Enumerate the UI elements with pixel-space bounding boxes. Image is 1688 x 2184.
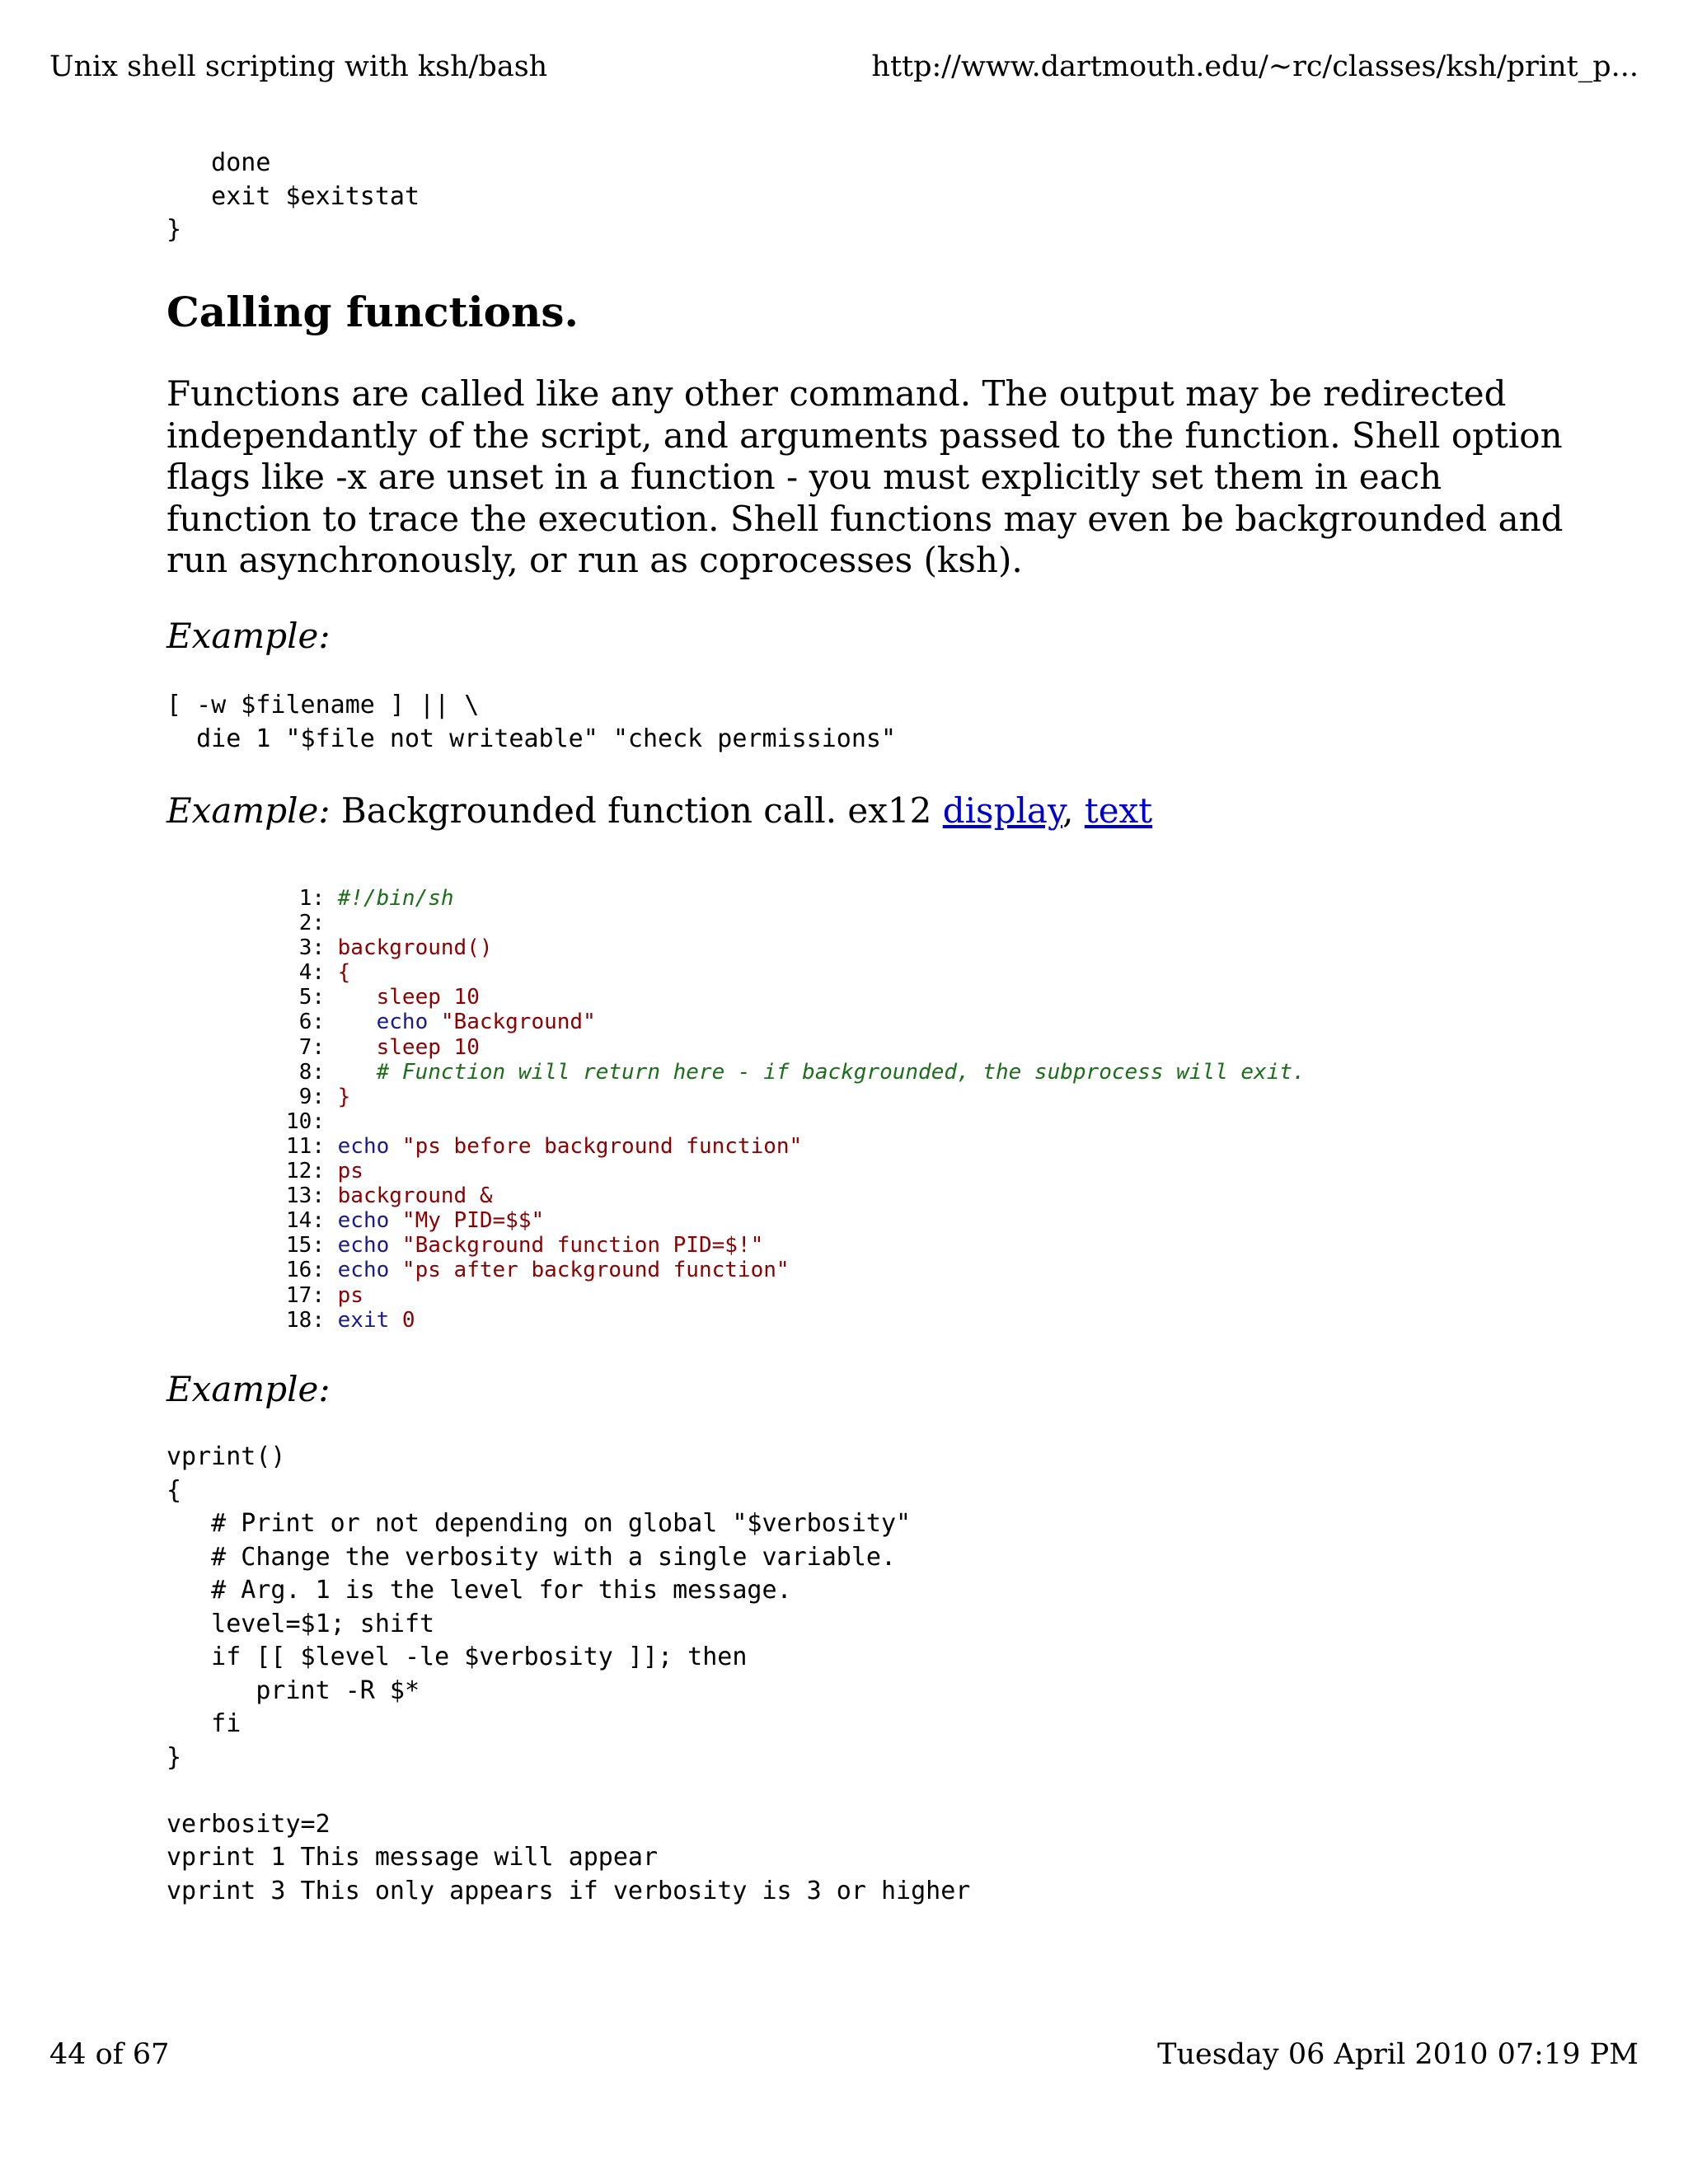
link-separator: , bbox=[1062, 790, 1085, 831]
line-number: 9: bbox=[298, 1084, 325, 1109]
text-link[interactable]: text bbox=[1084, 790, 1153, 831]
code-line bbox=[275, 886, 1306, 911]
code-line bbox=[275, 1060, 1306, 1085]
code-line bbox=[275, 1183, 1306, 1208]
display-link[interactable]: display bbox=[942, 790, 1063, 831]
code-token: ps bbox=[337, 1282, 363, 1308]
section-heading: Calling functions. bbox=[166, 288, 579, 336]
code-line bbox=[275, 911, 1306, 935]
code-token: "Background" bbox=[428, 1010, 596, 1035]
line-number: 13: bbox=[286, 1183, 325, 1209]
line-number: 17: bbox=[286, 1282, 325, 1308]
code-line bbox=[275, 1010, 1306, 1034]
code-token: echo bbox=[337, 1208, 390, 1234]
code-token: exit bbox=[337, 1307, 390, 1333]
code-token: echo bbox=[337, 1133, 390, 1159]
code-token: sleep 10 bbox=[337, 985, 480, 1010]
code-line bbox=[275, 935, 1306, 960]
code-line bbox=[275, 1308, 1306, 1333]
code-token: echo bbox=[337, 1233, 390, 1258]
line-number: 18: bbox=[286, 1307, 325, 1333]
code-token: { bbox=[337, 960, 351, 986]
code-line bbox=[275, 960, 1306, 985]
line-number: 14: bbox=[286, 1208, 325, 1234]
code-listing-ex12 bbox=[275, 886, 1306, 1333]
code-token: 0 bbox=[389, 1307, 415, 1333]
code-token: # Function will return here - if backgrounded, the subprocess will exit. bbox=[337, 1059, 1306, 1085]
code-line bbox=[275, 1283, 1306, 1308]
line-number: 10: bbox=[286, 1108, 325, 1134]
code-line bbox=[275, 1085, 1306, 1109]
code-line bbox=[275, 1035, 1306, 1060]
example-label-1 bbox=[166, 613, 331, 659]
code-token: echo bbox=[337, 1258, 390, 1283]
code-block-example-3: vprint() { # Print or not depending on global "$verbosity" # Change the verbosity with a single variable. # Arg. 1 is the level for this message. level=$1; shift if [[ $level -le $verbosity ]]; then print -R $* fi } verbosity=2 vprint 1 This message will appear vprint 3 This only appears if verbosity is 3 or higher bbox=[166, 1442, 971, 1905]
page-header-url: http://www.dartmouth.edu/~rc/classes/ksh/print_p... bbox=[871, 50, 1639, 83]
section-paragraph: Functions are called like any other command. The output may be redirected independantly of the script, and arguments passed to the function. Shell option flags like -x are unset in a function - you must explicitly set them in each function to trace the execution. Shell functions may even be backgrounded and run asynchronously, or run as coprocesses (ksh). bbox=[166, 373, 1564, 580]
code-token: "Background function PID=$!" bbox=[389, 1233, 764, 1258]
code-token: background() bbox=[337, 935, 493, 961]
example-label-text: Example: bbox=[166, 790, 331, 831]
code-token: } bbox=[337, 1084, 351, 1109]
code-token: "ps after background function" bbox=[389, 1258, 790, 1283]
line-number: 15: bbox=[286, 1233, 325, 1258]
line-number: 2: bbox=[298, 911, 325, 936]
code-line bbox=[275, 1233, 1306, 1258]
line-number: 11: bbox=[286, 1133, 325, 1159]
code-token: ps bbox=[337, 1159, 363, 1184]
code-token: "ps before background function" bbox=[389, 1133, 803, 1159]
page-footer-number: 44 of 67 bbox=[49, 2038, 170, 2071]
line-number: 8: bbox=[298, 1059, 325, 1085]
line-number: 1: bbox=[298, 886, 325, 911]
line-number: 12: bbox=[286, 1159, 325, 1184]
code-line bbox=[275, 1159, 1306, 1183]
code-block-example-1: [ -w $filename ] || \ die 1 "$file not writeable" "check permissions" bbox=[166, 691, 897, 753]
line-number: 7: bbox=[298, 1034, 325, 1060]
code-token: "My PID=$$" bbox=[389, 1208, 545, 1234]
line-number: 6: bbox=[298, 1010, 325, 1035]
example-label-text: Example: bbox=[166, 1369, 331, 1409]
code-line bbox=[275, 985, 1306, 1010]
code-line bbox=[275, 1109, 1306, 1134]
line-number: 3: bbox=[298, 935, 325, 961]
line-number: 5: bbox=[298, 985, 325, 1010]
line-number: 16: bbox=[286, 1258, 325, 1283]
code-token: sleep 10 bbox=[337, 1034, 480, 1060]
page-header-title: Unix shell scripting with ksh/bash bbox=[49, 50, 548, 83]
code-block-top: done exit $exitstat } bbox=[166, 148, 420, 244]
page-footer-date: Tuesday 06 April 2010 07:19 PM bbox=[1157, 2038, 1639, 2071]
code-line bbox=[275, 1258, 1306, 1282]
code-token: background & bbox=[337, 1183, 493, 1209]
code-line bbox=[275, 1208, 1306, 1233]
code-line bbox=[275, 1134, 1306, 1159]
code-token: #!/bin/sh bbox=[337, 886, 454, 911]
line-number: 4: bbox=[298, 960, 325, 986]
code-token: echo bbox=[337, 1010, 429, 1035]
example-description: Backgrounded function call. ex12 bbox=[330, 790, 943, 831]
example-label-3 bbox=[166, 1366, 331, 1413]
example-label-text: Example: bbox=[166, 616, 331, 656]
example-label-2 bbox=[166, 788, 1152, 834]
